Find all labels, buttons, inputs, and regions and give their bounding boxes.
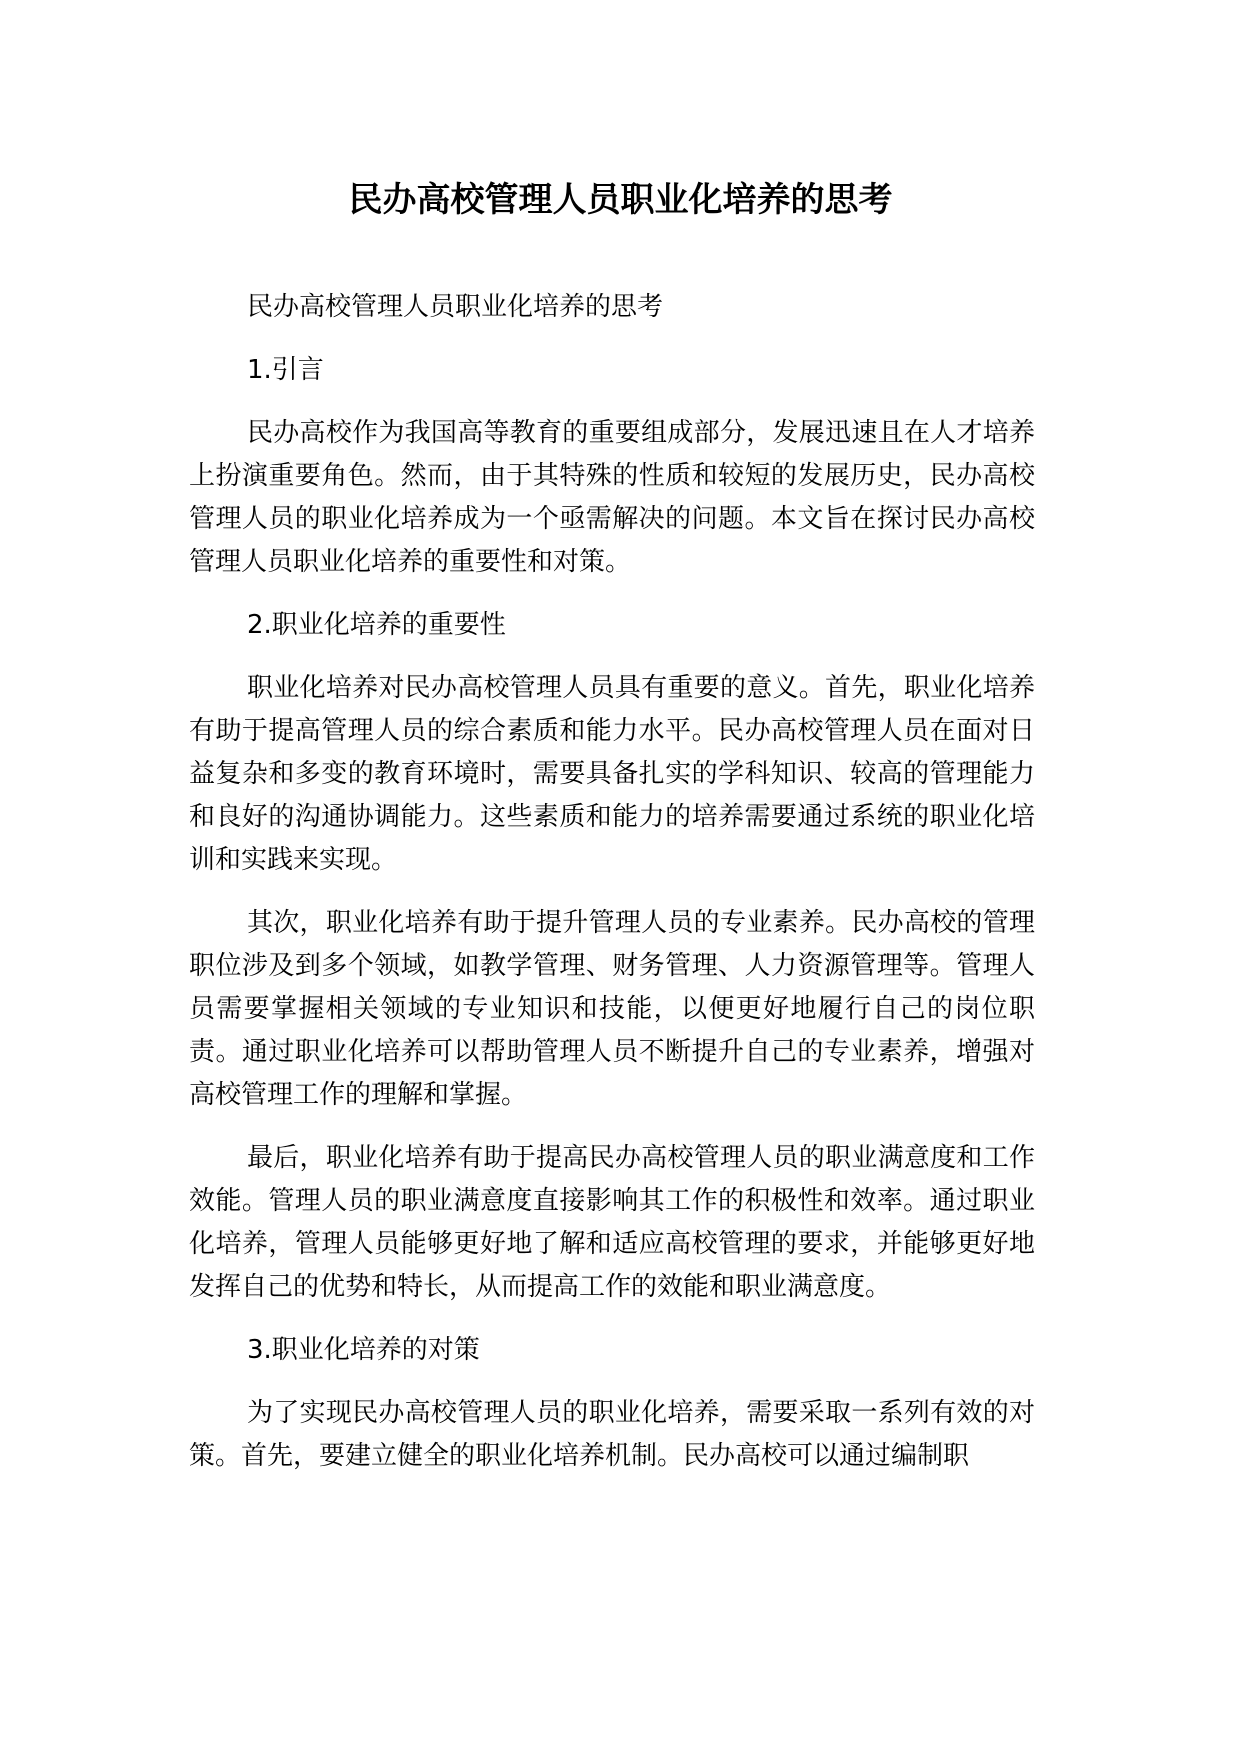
paragraph-introduction: 民办高校作为我国高等教育的重要组成部分，发展迅速且在人才培养上扮演重要角色。然而，由于其特殊的性质和较短的发展历史，民办高校管理人员的职业化培养成为一个亟需解决的问题。本文旨在探讨民办高校管理人员职业化培养的重要性和对策。 bbox=[189, 418, 1035, 577]
section-heading-countermeasures: 3.职业化培养的对策 bbox=[247, 1335, 480, 1365]
paragraph-importance-first: 职业化培养对民办高校管理人员具有重要的意义。首先，职业化培养有助于提高管理人员的综合素质和能力水平。民办高校管理人员在面对日益复杂和多变的教育环境时，需要具备扎实的学科知识、较高的管理能力和良好的沟通协调能力。这些素质和能力的培养需要通过系统的职业化培训和实践来实现。 bbox=[189, 673, 1035, 875]
paragraph-subtitle: 民办高校管理人员职业化培养的思考 bbox=[247, 292, 664, 322]
section-heading-introduction: 1.引言 bbox=[247, 355, 324, 385]
paragraph-countermeasures: 为了实现民办高校管理人员的职业化培养，需要采取一系列有效的对策。首先，要建立健全的职业化培养机制。民办高校可以通过编制职 bbox=[189, 1398, 1035, 1471]
paragraph-importance-last: 最后，职业化培养有助于提高民办高校管理人员的职业满意度和工作效能。管理人员的职业满意度直接影响其工作的积极性和效率。通过职业化培养，管理人员能够更好地了解和适应高校管理的要求，并能够更好地发挥自己的优势和特长，从而提高工作的效能和职业满意度。 bbox=[189, 1143, 1035, 1302]
paragraph-importance-second: 其次，职业化培养有助于提升管理人员的专业素养。民办高校的管理职位涉及到多个领域，如教学管理、财务管理、人力资源管理等。管理人员需要掌握相关领域的专业知识和技能，以便更好地履行自己的岗位职责。通过职业化培养可以帮助管理人员不断提升自己的专业素养，增强对高校管理工作的理解和掌握。 bbox=[189, 908, 1035, 1110]
document-title: 民办高校管理人员职业化培养的思考 bbox=[348, 180, 893, 220]
section-heading-importance: 2.职业化培养的重要性 bbox=[247, 610, 506, 640]
document-body bbox=[189, 286, 1035, 1478]
